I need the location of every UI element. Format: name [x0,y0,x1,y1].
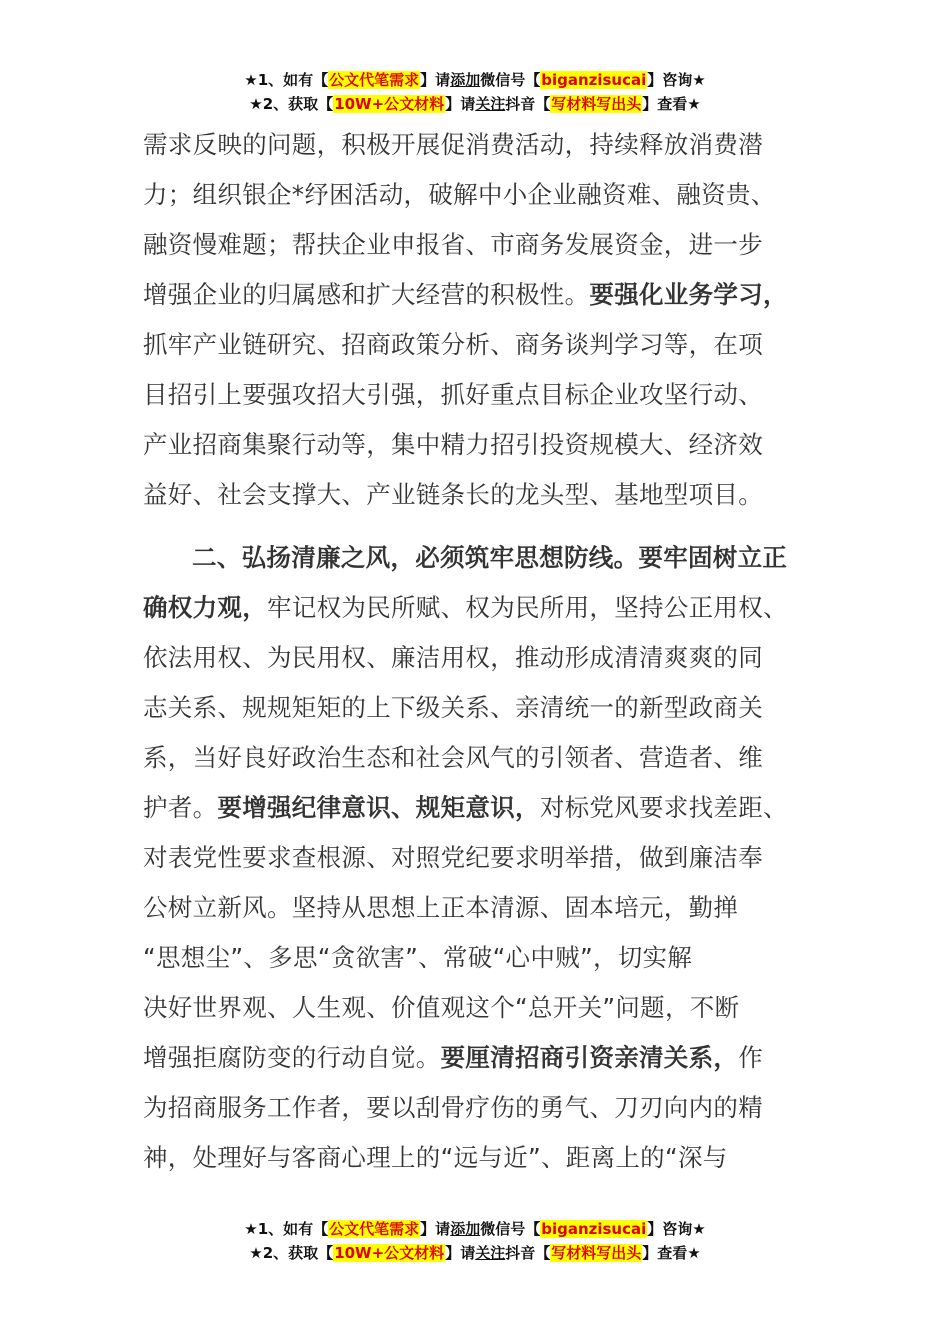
section-heading: 二、弘扬清廉之风，必须筑牢思想防线。要牢固树立正 [192,543,788,572]
paragraph-2 [143,533,808,1183]
text-line: 增强拒腐防变的行动自觉。要厘清招商引资亲清关系，作 [143,1043,764,1072]
text-line: 系，当好良好政治生态和社会风气的引领者、营造者、维 [143,743,763,772]
highlight-douyin: 写材料写出头 [551,95,642,113]
highlight-materials: 10W+公文材料 [334,1244,445,1262]
text-line: 产业招商集聚行动等，集中精力招引投资规模大、经济效 [143,430,763,459]
bold-heading: 确权力观， [143,593,267,622]
text-line: 增强企业的归属感和扩大经营的积极性。要强化业务学习， [143,280,788,309]
text-line: 目招引上要强攻招大引强，抓好重点目标企业攻坚行动、 [143,380,763,409]
text-line: 公树立新风。坚持从思想上正本清源、固本培元，勤掸 [143,893,739,922]
paragraph-1 [143,120,808,520]
highlight-wechat-id: biganzisucai [541,1220,647,1238]
text-line: 志关系、规规矩矩的上下级关系、亲清统一的新型政商关 [143,693,763,722]
text-line: 确权力观，牢记权为民所赋、权为民所用，坚持公正用权、 [143,593,788,622]
text-line: 融资慢难题；帮扶企业申报省、市商务发展资金，进一步 [143,230,763,259]
text-line: 依法用权、为民用权、廉洁用权，推动形成清清爽爽的同 [143,643,763,672]
promo-line-1: ★1、如有【公文代笔需求】请添加微信号【biganzisucai】咨询★ [244,1220,706,1238]
text-line: 抓牢产业链研究、招商政策分析、商务谈判学习等，在项 [143,330,763,359]
highlight-wechat-id: biganzisucai [541,71,647,89]
highlight-douyin: 写材料写出头 [551,1244,642,1262]
text-line: 益好、社会支撑大、产业链条长的龙头型、基地型项目。 [143,480,763,509]
document-body [143,120,808,1183]
text-line: 决好世界观、人生观、价值观这个“总开关”问题，不断 [143,993,740,1022]
text-line: 力；组织银企*纾困活动，破解中小企业融资难、融资贵、 [143,180,776,209]
text-line: 需求反映的问题，积极开展促消费活动，持续释放消费潜 [143,130,763,159]
highlight-materials: 10W+公文材料 [334,95,445,113]
highlight-service: 公文代笔需求 [329,71,420,89]
text-line: 为招商服务工作者，要以刮骨疗伤的勇气、刀刃向内的精 [143,1093,763,1122]
bold-heading: 要强化业务学习， [589,280,788,309]
bold-heading: 要厘清招商引资亲清关系， [440,1043,739,1072]
promo-line-2: ★2、获取【10W+公文材料】请关注抖音【写材料写出头】查看★ [249,95,701,113]
promo-banner-bottom [0,1217,950,1265]
promo-line-2: ★2、获取【10W+公文材料】请关注抖音【写材料写出头】查看★ [249,1244,701,1262]
promo-line-1: ★1、如有【公文代笔需求】请添加微信号【biganzisucai】咨询★ [244,71,706,89]
text-line: 护者。要增强纪律意识、规矩意识，对标党风要求找差距、 [143,793,788,822]
promo-banner-top [0,68,950,116]
text-line: 对表党性要求查根源、对照党纪要求明举措，做到廉洁奉 [143,843,763,872]
text-line: 神，处理好与客商心理上的“远与近”、距离上的“深与 [143,1143,728,1172]
text-line: “思想尘”、多思“贪欲害”、常破“心中贼”，切实解 [143,943,693,972]
highlight-service: 公文代笔需求 [329,1220,420,1238]
bold-heading: 要增强纪律意识、规矩意识， [217,793,540,822]
